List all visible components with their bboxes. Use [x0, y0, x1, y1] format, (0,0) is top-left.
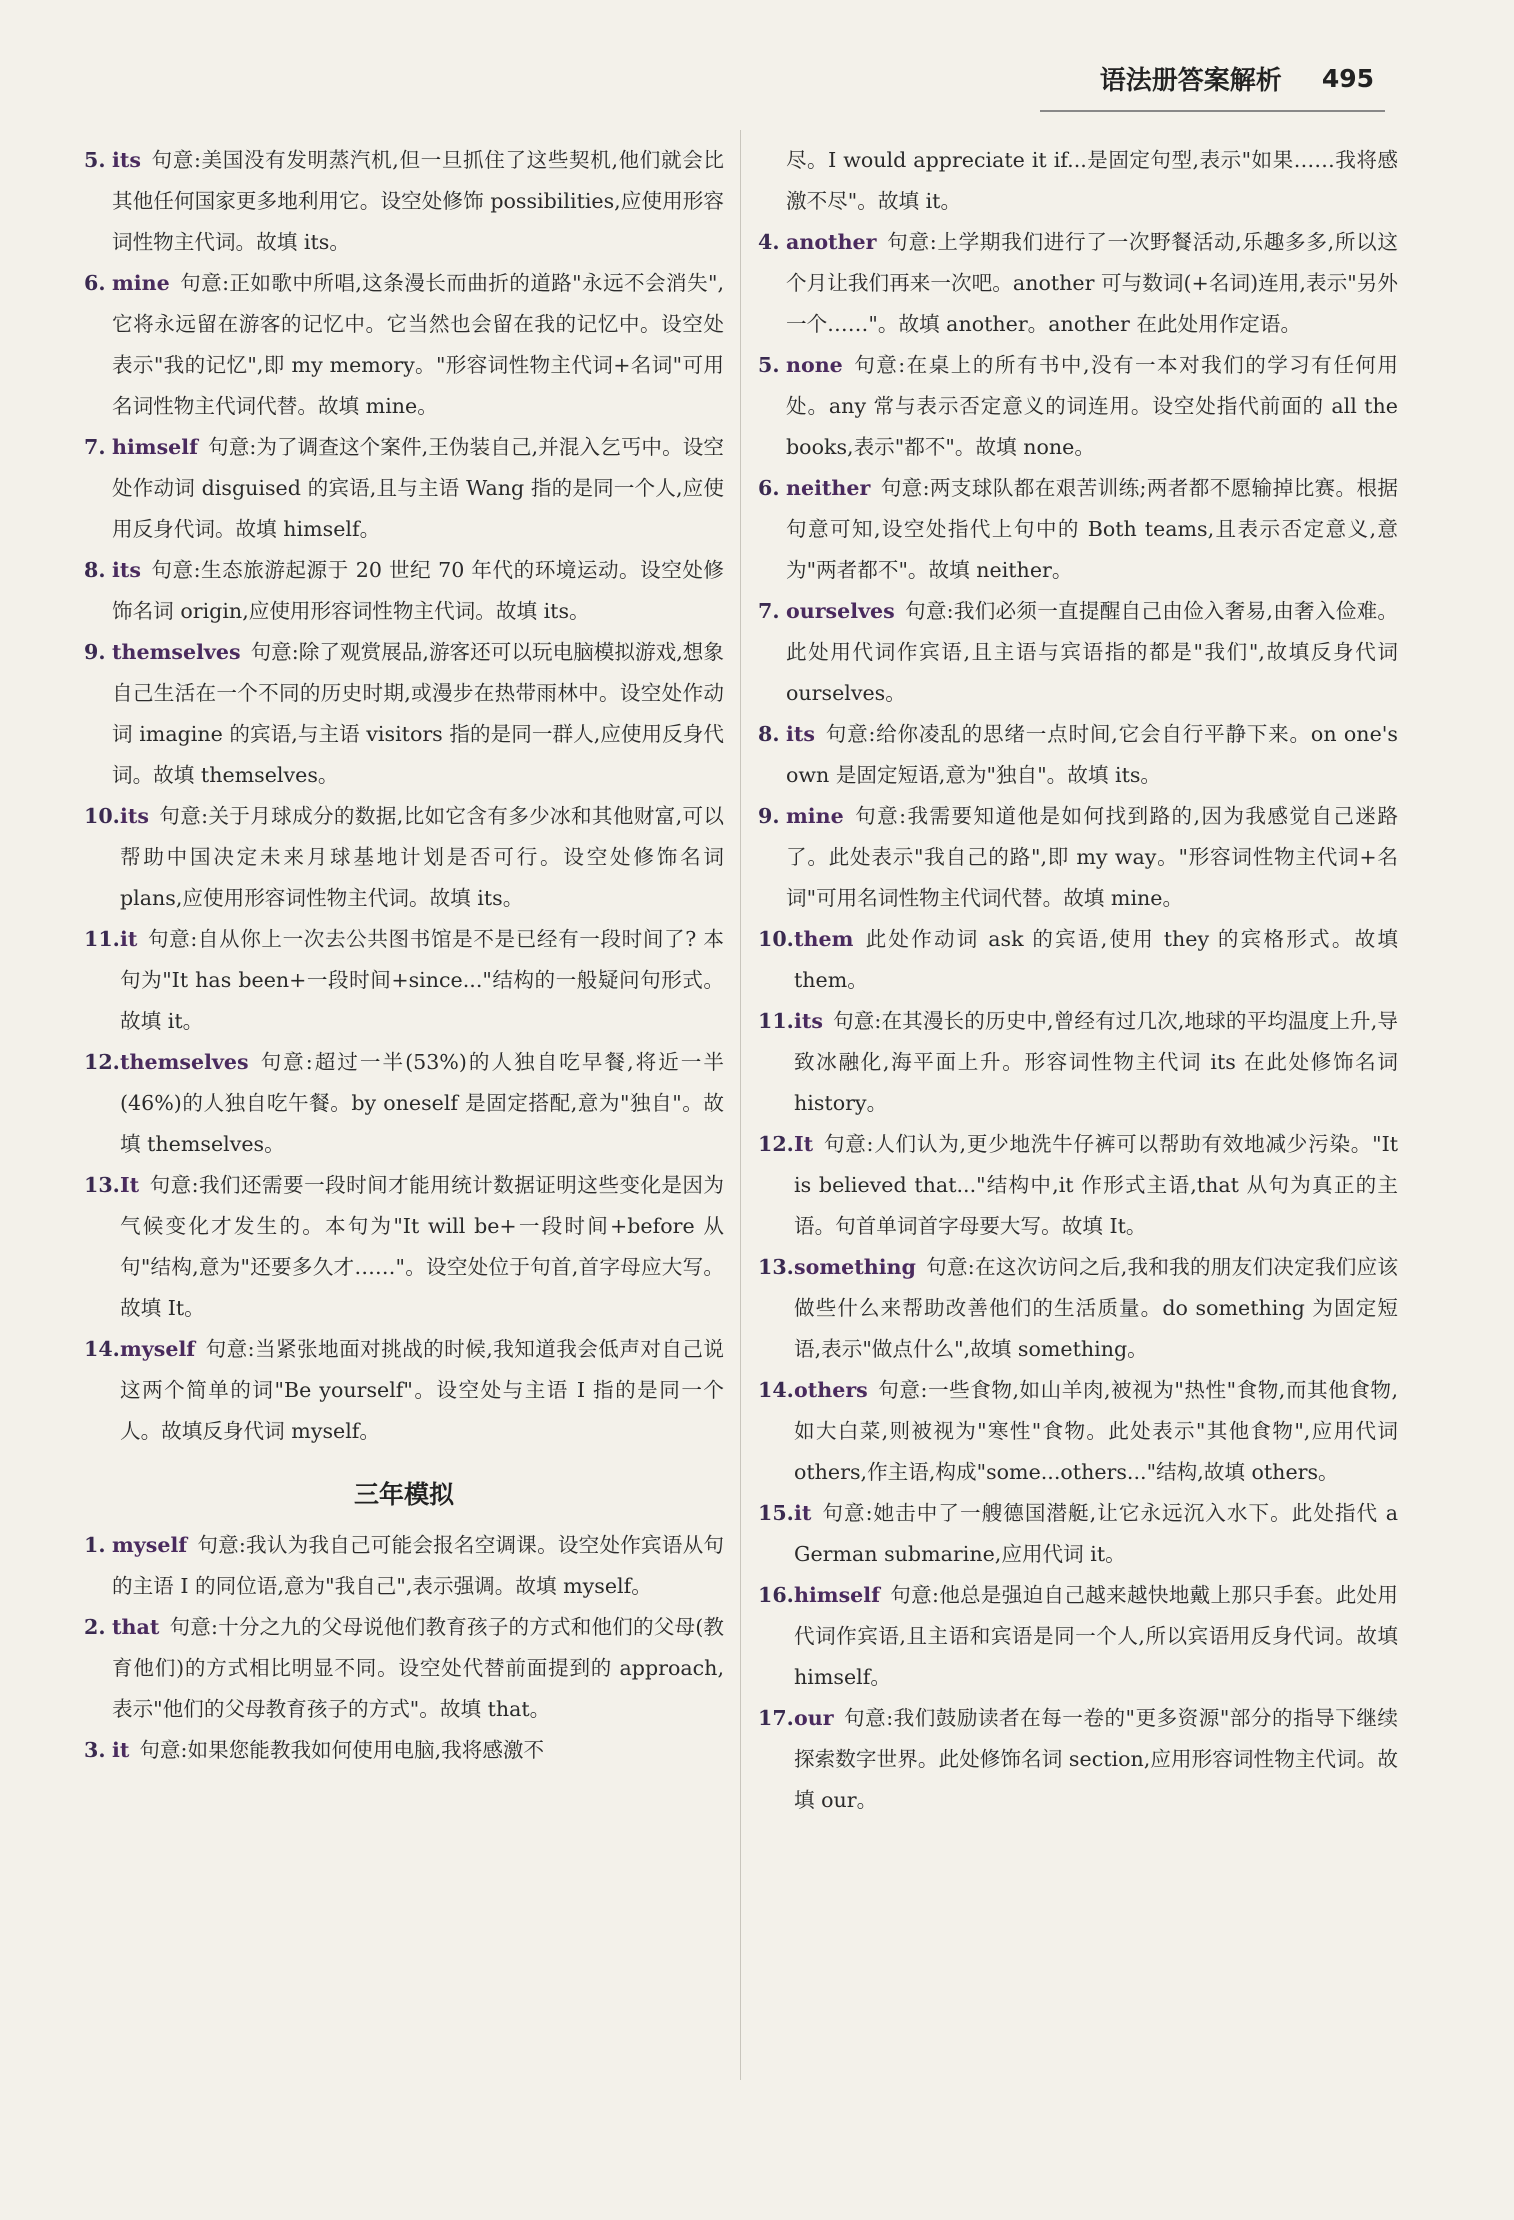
- item-number: 11.: [758, 1009, 794, 1033]
- item-answer: ourselves: [786, 599, 895, 623]
- item-explanation: 句意:十分之九的父母说他们教育孩子的方式和他们的父母(教育他们)的方式相比明显不同。设空处代替前面提到的 approach,表示"他们的父母教育孩子的方式"。故填 that。: [112, 1615, 724, 1721]
- item-number: 10.: [84, 804, 120, 828]
- item-number: 7.: [84, 435, 106, 459]
- item-answer: something: [794, 1255, 916, 1279]
- item-number: 7.: [758, 599, 780, 623]
- item-number: 2.: [84, 1615, 106, 1639]
- item-number: 4.: [758, 230, 780, 254]
- item-explanation: 句意:正如歌中所唱,这条漫长而曲折的道路"永远不会消失",它将永远留在游客的记忆中。它当然也会留在我的记忆中。设空处表示"我的记忆",即 my memory。"形容词性物主代词+名词"可用名词性物主代词代替。故填 mine。: [112, 271, 724, 418]
- item-number: 3.: [84, 1738, 106, 1762]
- answer-item: [84, 919, 724, 1042]
- item-number: 12.: [758, 1132, 794, 1156]
- continuation-text: 尽。I would appreciate it if...是固定句型,表示"如果……我将感激不尽"。故填 it。: [786, 148, 1398, 213]
- answer-item: [758, 1124, 1398, 1247]
- item-answer: that: [112, 1615, 160, 1639]
- answer-item: [758, 591, 1398, 714]
- item-explanation: 句意:超过一半(53%)的人独自吃早餐,将近一半(46%)的人独自吃午餐。by oneself 是固定搭配,意为"独自"。故填 themselves。: [120, 1050, 724, 1156]
- item-explanation: 句意:我们鼓励读者在每一卷的"更多资源"部分的指导下继续探索数字世界。此处修饰名词 section,应用形容词性物主代词。故填 our。: [794, 1706, 1398, 1812]
- item-explanation: 句意:除了观赏展品,游客还可以玩电脑模拟游戏,想象自己生活在一个不同的历史时期,或漫步在热带雨林中。设空处作动词 imagine 的宾语,与主语 visitors 指的是同一群人,应使用反身代词。故填 themselves。: [112, 640, 724, 787]
- answer-item: [758, 345, 1398, 468]
- item-answer: himself: [112, 435, 198, 459]
- answer-item: [84, 1730, 724, 1771]
- answer-item: [84, 1165, 724, 1329]
- answer-item: [84, 1042, 724, 1165]
- item-explanation: 句意:当紧张地面对挑战的时候,我知道我会低声对自己说这两个简单的词"Be yourself"。设空处与主语 I 指的是同一个人。故填反身代词 myself。: [120, 1337, 724, 1443]
- item-answer: its: [794, 1009, 823, 1033]
- item-explanation: 句意:我们还需要一段时间才能用统计数据证明这些变化是因为气候变化才发生的。本句为"It will be+一段时间+before 从句"结构,意为"还要多久才……"。设空处位于句首,首字母应大写。故填 It。: [120, 1173, 724, 1320]
- item-number: 16.: [758, 1583, 794, 1607]
- item-number: 9.: [758, 804, 780, 828]
- item-explanation: 句意:两支球队都在艰苦训练;两者都不愿输掉比赛。根据句意可知,设空处指代上句中的 Both teams,且表示否定意义,意为"两者都不"。故填 neither。: [786, 476, 1398, 582]
- item-explanation: 句意:我们必须一直提醒自己由俭入奢易,由奢入俭难。此处用代词作宾语,且主语与宾语指的都是"我们",故填反身代词 ourselves。: [786, 599, 1398, 705]
- answer-item: [758, 1001, 1398, 1124]
- header-rule: [1040, 110, 1385, 112]
- answer-item: [84, 796, 724, 919]
- item-explanation: 句意:上学期我们进行了一次野餐活动,乐趣多多,所以这个月让我们再来一次吧。another 可与数词(+名词)连用,表示"另外一个……"。故填 another。another 在此处用作定语。: [786, 230, 1398, 336]
- item-explanation: 句意:她击中了一艘德国潜艇,让它永远沉入水下。此处指代 a German submarine,应用代词 it。: [794, 1501, 1398, 1566]
- item-explanation: 句意:我需要知道他是如何找到路的,因为我感觉自己迷路了。此处表示"我自己的路",即 my way。"形容词性物主代词+名词"可用名词性物主代词代替。故填 mine。: [786, 804, 1398, 910]
- item-number: 13.: [84, 1173, 120, 1197]
- item-answer: none: [786, 353, 843, 377]
- item-explanation: 句意:自从你上一次去公共图书馆是不是已经有一段时间了? 本句为"It has been+一段时间+since..."结构的一般疑问句形式。故填 it。: [120, 927, 724, 1033]
- item-answer: It: [120, 1173, 140, 1197]
- answer-item: [758, 796, 1398, 919]
- item-explanation: 句意:为了调查这个案件,王伪装自己,并混入乞丐中。设空处作动词 disguised 的宾语,且与主语 Wang 指的是同一个人,应使用反身代词。故填 himself。: [112, 435, 724, 541]
- answer-item: [84, 1525, 724, 1607]
- item-answer: it: [794, 1501, 812, 1525]
- item-explanation: 此处作动词 ask 的宾语,使用 they 的宾格形式。故填 them。: [794, 927, 1398, 992]
- answer-item: [84, 1329, 724, 1452]
- item-answer: themselves: [112, 640, 241, 664]
- right-column: [758, 140, 1398, 1821]
- item-explanation: 句意:我认为我自己可能会报名空调课。设空处作宾语从句的主语 I 的同位语,意为"我自己",表示强调。故填 myself。: [112, 1533, 724, 1598]
- item-number: 14.: [84, 1337, 120, 1361]
- item-number: 10.: [758, 927, 794, 951]
- item-explanation: 句意:一些食物,如山羊肉,被视为"热性"食物,而其他食物,如大白菜,则被视为"寒性"食物。此处表示"其他食物",应用代词 others,作主语,构成"some...others..."结构,故填 others。: [794, 1378, 1398, 1484]
- item-answer: another: [786, 230, 877, 254]
- answer-item: [758, 1370, 1398, 1493]
- item-answer: others: [794, 1378, 868, 1402]
- item-number: 1.: [84, 1533, 106, 1557]
- answer-item: [84, 1607, 724, 1730]
- item-answer: mine: [786, 804, 844, 828]
- item-answer: myself: [112, 1533, 188, 1557]
- item-answer: it: [112, 1738, 130, 1762]
- item-answer: myself: [120, 1337, 196, 1361]
- item-answer: it: [120, 927, 138, 951]
- item-number: 15.: [758, 1501, 794, 1525]
- answer-item: [84, 550, 724, 632]
- answer-item: [84, 427, 724, 550]
- item-number: 5.: [84, 148, 106, 172]
- item-explanation: 句意:他总是强迫自己越来越快地戴上那只手套。此处用代词作宾语,且主语和宾语是同一个人,所以宾语用反身代词。故填 himself。: [794, 1583, 1398, 1689]
- answer-item: [758, 1247, 1398, 1370]
- item-number: 12.: [84, 1050, 120, 1074]
- item-answer: them: [794, 927, 854, 951]
- item-answer: its: [112, 558, 141, 582]
- item-number: 6.: [84, 271, 106, 295]
- answer-item: [758, 714, 1398, 796]
- item-answer: its: [786, 722, 815, 746]
- item-answer: our: [794, 1706, 834, 1730]
- item-number: 11.: [84, 927, 120, 951]
- section-title: 三年模拟: [353, 1480, 454, 1509]
- item-number: 8.: [758, 722, 780, 746]
- column-divider: [740, 130, 741, 2080]
- item-number: 8.: [84, 558, 106, 582]
- header-title: 语法册答案解析: [1099, 66, 1282, 96]
- item-answer: themselves: [120, 1050, 249, 1074]
- item-number: 6.: [758, 476, 780, 500]
- item-explanation: 句意:给你凌乱的思绪一点时间,它会自行平静下来。on one's own 是固定短语,意为"独自"。故填 its。: [786, 722, 1398, 787]
- item-explanation: 句意:在这次访问之后,我和我的朋友们决定我们应该做些什么来帮助改善他们的生活质量。do something 为固定短语,表示"做点什么",故填 something。: [794, 1255, 1398, 1361]
- item-answer: It: [794, 1132, 814, 1156]
- item-answer: himself: [794, 1583, 880, 1607]
- answer-item: [758, 1698, 1398, 1821]
- item-number: 17.: [758, 1706, 794, 1730]
- item-number: 5.: [758, 353, 780, 377]
- item-answer: its: [112, 148, 141, 172]
- answer-item: [758, 919, 1398, 1001]
- answer-item: [84, 632, 724, 796]
- item-number: 13.: [758, 1255, 794, 1279]
- answer-item: [758, 468, 1398, 591]
- answer-item: [84, 263, 724, 427]
- item-explanation: 句意:人们认为,更少地洗牛仔裤可以帮助有效地减少污染。"It is believed that..."结构中,it 作形式主语,that 从句为真正的主语。句首单词首字母要大写。故填 It。: [794, 1132, 1398, 1238]
- page-header: [1100, 60, 1374, 97]
- answer-item: [758, 1493, 1398, 1575]
- item-answer: neither: [786, 476, 871, 500]
- page-number: 495: [1321, 64, 1374, 93]
- answer-item: [84, 140, 724, 263]
- item-answer: its: [120, 804, 149, 828]
- item-explanation: 句意:美国没有发明蒸汽机,但一旦抓住了这些契机,他们就会比其他任何国家更多地利用它。设空处修饰 possibilities,应使用形容词性物主代词。故填 its。: [112, 148, 724, 254]
- item-explanation: 句意:在其漫长的历史中,曾经有过几次,地球的平均温度上升,导致冰融化,海平面上升。形容词性物主代词 its 在此处修饰名词 history。: [794, 1009, 1398, 1115]
- item-explanation: 句意:生态旅游起源于 20 世纪 70 年代的环境运动。设空处修饰名词 origin,应使用形容词性物主代词。故填 its。: [112, 558, 724, 623]
- item-explanation: 句意:在桌上的所有书中,没有一本对我们的学习有任何用处。any 常与表示否定意义的词连用。设空处指代前面的 all the books,表示"都不"。故填 none。: [786, 353, 1398, 459]
- item-number: 9.: [84, 640, 106, 664]
- answer-item: [758, 222, 1398, 345]
- item-number: 14.: [758, 1378, 794, 1402]
- left-column: [84, 140, 724, 1771]
- item-explanation: 句意:如果您能教我如何使用电脑,我将感激不: [139, 1738, 545, 1762]
- item-explanation: 句意:关于月球成分的数据,比如它含有多少冰和其他财富,可以帮助中国决定未来月球基地计划是否可行。设空处修饰名词 plans,应使用形容词性物主代词。故填 its。: [120, 804, 724, 910]
- answer-item: [758, 1575, 1398, 1698]
- item-answer: mine: [112, 271, 170, 295]
